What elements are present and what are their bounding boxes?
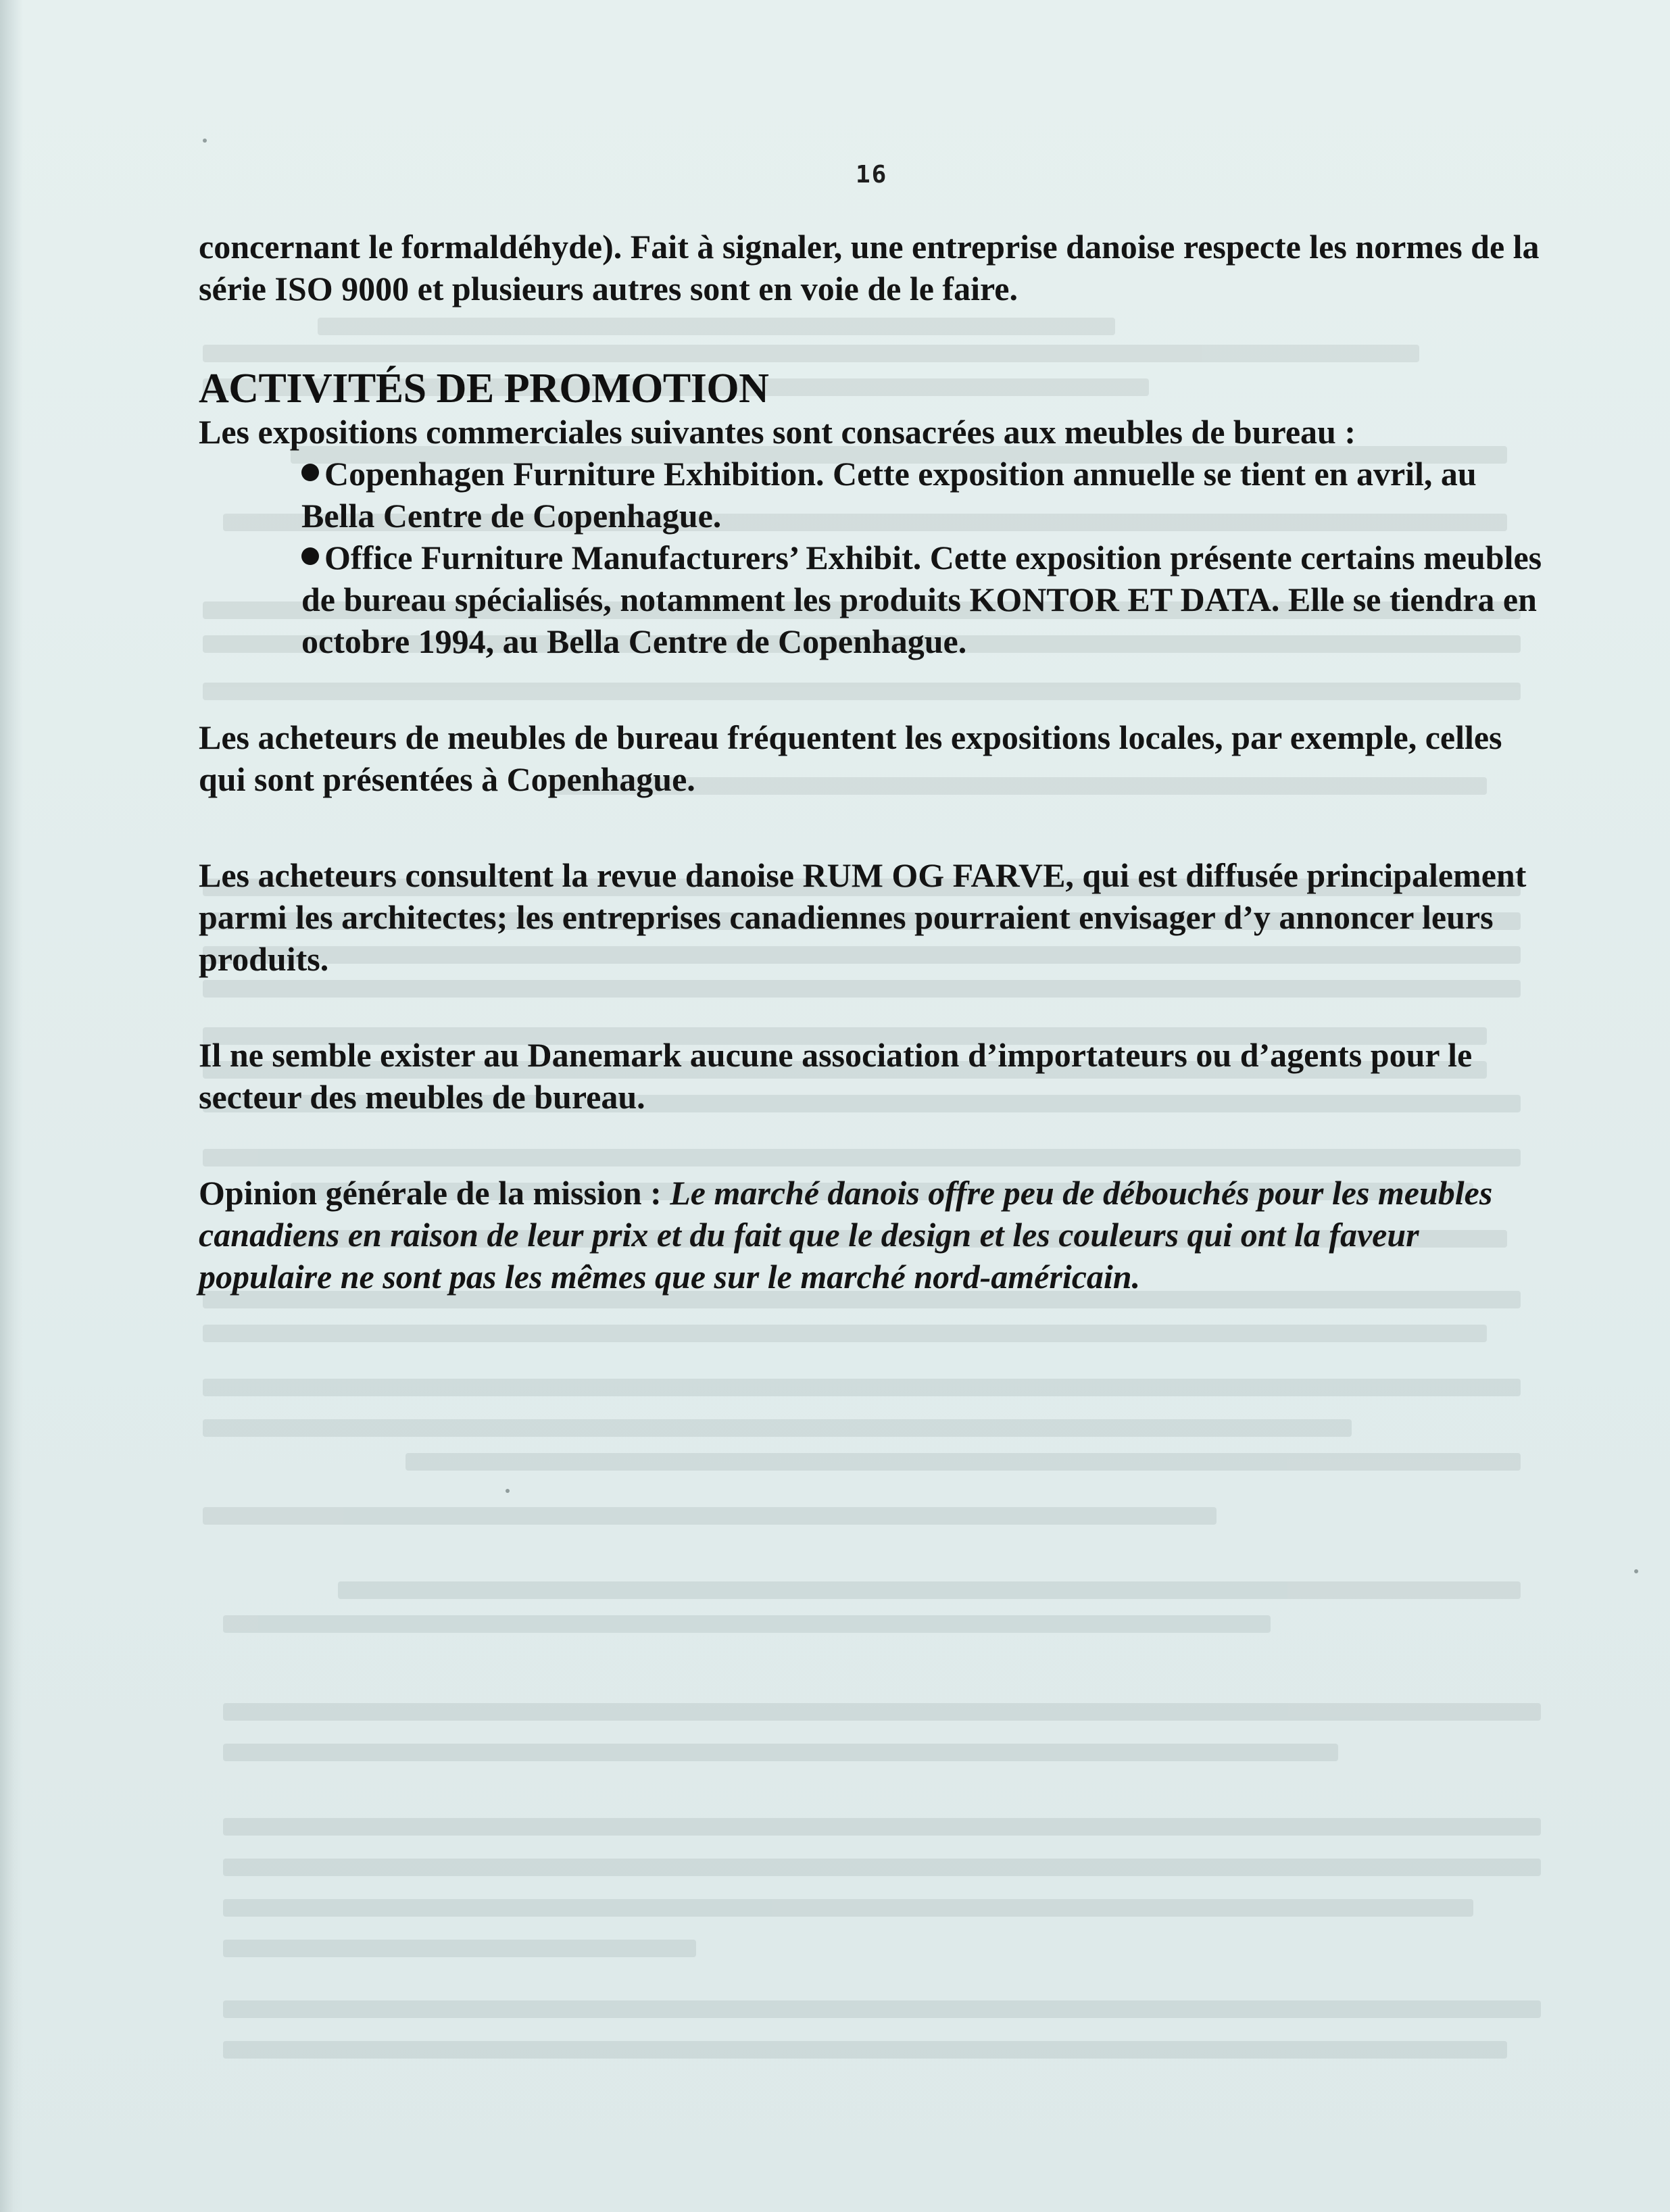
opinion-label: Opinion générale de la mission : [199,1174,670,1212]
exhibition-description: . Cette exposition annuelle se tient en avril, au Bella Centre de Copenhague. [301,455,1477,535]
magazine-paragraph: Les acheteurs consultent la revue danoise RUM OG FARVE, qui est diffusée principalement parmi les architectes; les entreprises canadiennes pourraient envisager d’y annoncer leurs produits. [199,856,1527,978]
exhibition-name: Copenhagen Furniture Exhibition [324,455,816,493]
buyers-paragraph: Les acheteurs de meubles de bureau fréquentent les expositions locales, par exemple, celles qui sont présentées à Copenhague. [199,718,1502,798]
list-item [301,537,1544,662]
list-item [301,453,1544,537]
intro-paragraph: concernant le formaldéhyde). Fait à signaler, une entreprise danoise respecte les normes de la série ISO 9000 et plusieurs autres sont en voie de le faire. [199,228,1540,308]
scan-speck [1634,1569,1638,1573]
opinion-text: Le marché danois offre peu de débouchés pour les meubles canadiens en raison de leur prix et du fait que le design et les couleurs qui ont la faveur populaire ne sont pas les mêmes que sur le marché nord-américain. [199,1174,1493,1296]
bullet-icon [301,547,319,565]
exhibition-list [199,453,1544,662]
document-body [199,226,1544,1298]
bullet-icon [301,464,319,481]
opinion-paragraph [199,1172,1544,1298]
exhibition-name: Office Furniture Manufacturers’ Exhibit [324,539,913,576]
scan-speck [203,139,207,143]
page-number: 16 [856,161,888,189]
exhibition-description: . Cette exposition présente certains meubles de bureau spécialisés, notamment les produits KONTOR ET DATA. Elle se tiendra en octobre 1994, au Bella Centre de Copenhague. [301,539,1542,660]
page-edge-shadow [0,0,23,2212]
association-paragraph: Il ne semble exister au Danemark aucune association d’importateurs ou d’agents pour le secteur des meubles de bureau. [199,1036,1473,1116]
section-lead: Les expositions commerciales suivantes sont consacrées aux meubles de bureau : [199,413,1356,451]
scan-speck [506,1489,510,1493]
section-heading: ACTIVITÉS DE PROMOTION [199,366,769,412]
